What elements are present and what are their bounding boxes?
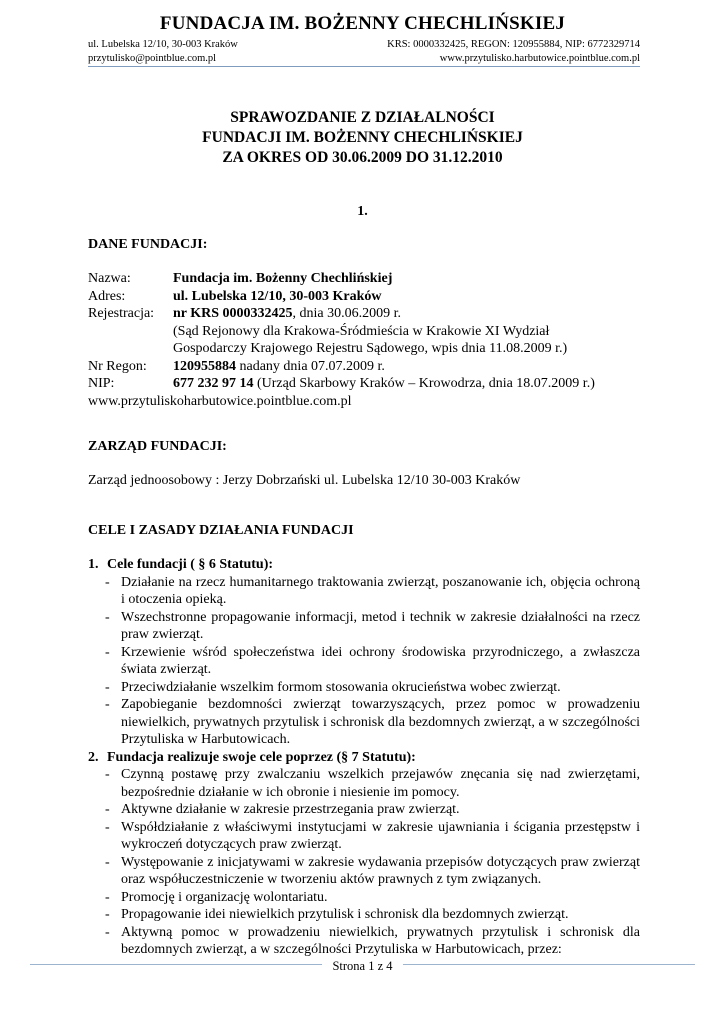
goals-list-2 bbox=[88, 766, 640, 959]
goal-item bbox=[101, 889, 640, 907]
heading-line-1: SPRAWOZDANIE Z DZIAŁALNOŚCI bbox=[230, 109, 495, 126]
goals-heading-1 bbox=[88, 556, 640, 574]
goal-text: Aktywne działanie w zakresie przestrzegania praw zwierząt. bbox=[121, 802, 460, 817]
goal-item bbox=[101, 766, 640, 801]
dane-row-rejestracja-3 bbox=[88, 340, 640, 358]
zarzad-text: Zarząd jednoosobowy : Jerzy Dobrzański ul. Lubelska 12/10 30-003 Kraków bbox=[88, 473, 521, 488]
page-number: Strona 1 z 4 bbox=[322, 959, 402, 973]
goals-list-1 bbox=[88, 574, 640, 749]
regon-date: nadany dnia 07.07.2009 r. bbox=[236, 358, 385, 374]
dash-bullet: - bbox=[105, 889, 110, 905]
goals-heading-2 bbox=[88, 749, 640, 767]
goal-text: Czynną postawę przy zwalczaniu wszelkich przejawów znęcania się nad zwierzętami, bezpośrednie działanie w ich obronie i niesienie im pomocy. bbox=[121, 767, 640, 800]
goal-text: Zapobieganie bezdomności zwierząt towarzyszących, przez pomoc w prowadzeniu niewielkich, prywatnych przytulisk i schronisk dla bezdomnych zwierząt, a w szczególności Przytuliska w Harbutowicach. bbox=[121, 697, 640, 747]
goal-text: Krzewienie wśród społeczeństwa idei ochrony środowiska przyrodniczego, a zwłaszcza świata zwierząt. bbox=[121, 644, 640, 677]
goal-item bbox=[101, 854, 640, 889]
dane-row-nip bbox=[88, 375, 640, 393]
letterhead-registry: KRS: 0000332425, REGON: 120955884, NIP: 6772329714 bbox=[387, 39, 640, 50]
krs-number: nr KRS 0000332425 bbox=[173, 306, 293, 321]
cele-section-title: CELE I ZASADY DZIAŁANIA FUNDACJI bbox=[88, 523, 354, 538]
goal-item bbox=[101, 574, 640, 609]
dane-row-rejestracja bbox=[88, 305, 640, 323]
report-heading bbox=[0, 108, 725, 168]
court-info-line-1: (Sąd Rejonowy dla Krakowa-Śródmieścia w Krakowie XI Wydział bbox=[173, 323, 550, 339]
goal-item bbox=[101, 819, 640, 854]
goal-item bbox=[101, 924, 640, 959]
dash-bullet: - bbox=[105, 609, 110, 625]
dash-bullet: - bbox=[105, 924, 110, 940]
goal-text: Działanie na rzecz humanitarnego traktowania zwierząt, poszanowanie ich, objęcia ochroną i otoczenia opieką. bbox=[121, 574, 640, 607]
dane-value: Fundacja im. Bożenny Chechlińskiej bbox=[173, 271, 393, 286]
heading-line-2: FUNDACJI IM. BOŻENNY CHECHLIŃSKIEJ bbox=[202, 129, 523, 146]
goal-text: Promocję i organizację wolontariatu. bbox=[121, 889, 328, 905]
goal-text: Występowanie z inicjatywami w zakresie wydawania przepisów dotyczących praw zwierząt oraz współuczestniczenie w tworzeniu aktów prawnych z tym związanych. bbox=[121, 854, 640, 887]
dane-value: ul. Lubelska 12/10, 30-003 Kraków bbox=[173, 288, 382, 304]
section-number: 1. bbox=[357, 204, 368, 219]
goals-block bbox=[88, 556, 640, 959]
goals-number: 1. bbox=[88, 557, 99, 572]
zarzad-section-title: ZARZĄD FUNDACJI: bbox=[88, 439, 227, 454]
goal-text: Przeciwdziałanie wszelkim formom stosowania okrucieństwa wobec zwierząt. bbox=[121, 679, 561, 695]
goal-item bbox=[101, 609, 640, 644]
dane-label: Adres: bbox=[88, 288, 126, 304]
regon-number: 120955884 bbox=[173, 358, 236, 374]
letterhead-address: ul. Lubelska 12/10, 30-003 Kraków bbox=[88, 39, 238, 50]
heading-line-3: ZA OKRES OD 30.06.2009 DO 31.12.2010 bbox=[222, 149, 503, 166]
nip-number: 677 232 97 14 bbox=[173, 376, 254, 391]
dane-label: Rejestracja: bbox=[88, 306, 155, 321]
footer bbox=[0, 957, 725, 975]
goal-item bbox=[101, 696, 640, 749]
dane-row-regon bbox=[88, 358, 640, 376]
dane-label: NIP: bbox=[88, 376, 115, 391]
dash-bullet: - bbox=[105, 819, 110, 835]
goals-number: 2. bbox=[88, 749, 99, 765]
goal-text: Propagowanie idei niewielkich przytulisk i schronisk dla bezdomnych zwierząt. bbox=[121, 907, 569, 922]
dane-label: Nazwa: bbox=[88, 271, 131, 286]
letterhead-email: przytulisko@pointblue.com.pl bbox=[88, 53, 217, 64]
dane-website: www.przytuliskoharbutowice.pointblue.com.pl bbox=[88, 393, 352, 409]
goal-text: Aktywną pomoc w prowadzeniu niewielkich, prywatnych przytulisk i schronisk dla bezdomnych zwierząt, a w szczególności Przytuliska w Harbutowicach, przez: bbox=[121, 924, 640, 957]
goal-text: Wszechstronne propagowanie informacji, metod i technik w zakresie działalności na rzecz praw zwierząt. bbox=[121, 609, 640, 642]
dane-value bbox=[173, 358, 640, 376]
court-info-line-2: Gospodarczy Krajowego Rejestru Sądowego, wpis dnia 11.08.2009 r.) bbox=[173, 341, 568, 356]
dash-bullet: - bbox=[105, 802, 110, 817]
krs-date: , dnia 30.06.2009 r. bbox=[292, 306, 402, 321]
goal-item bbox=[101, 644, 640, 679]
goals-title: Cele fundacji ( § 6 Statutu): bbox=[107, 557, 274, 572]
dash-bullet: - bbox=[105, 854, 110, 870]
dash-bullet: - bbox=[105, 907, 110, 922]
letterhead-website: www.przytulisko.harbutowice.pointblue.com.pl bbox=[439, 53, 640, 64]
goal-item bbox=[101, 801, 640, 819]
dash-bullet: - bbox=[105, 644, 110, 660]
dash-bullet: - bbox=[105, 679, 110, 695]
letterhead-divider bbox=[88, 66, 640, 67]
dash-bullet: - bbox=[105, 574, 110, 590]
dash-bullet: - bbox=[105, 767, 110, 782]
dash-bullet: - bbox=[105, 697, 110, 712]
goal-text: Współdziałanie z właściwymi instytucjami w zakresie ujawniania i ścigania przestępstw i wykroczeń dotyczących praw zwierząt. bbox=[121, 819, 640, 852]
goals-title: Fundacja realizuje swoje cele poprzez (§ 7 Statutu): bbox=[107, 749, 416, 765]
dane-section-title: DANE FUNDACJI: bbox=[88, 237, 208, 252]
dane-row-rejestracja-2 bbox=[88, 323, 640, 341]
dane-row-nazwa bbox=[88, 270, 640, 288]
dane-block bbox=[88, 270, 640, 410]
dane-value bbox=[173, 305, 640, 323]
nip-office: (Urząd Skarbowy Kraków – Krowodrza, dnia 18.07.2009 r.) bbox=[253, 376, 595, 391]
dane-value bbox=[173, 375, 640, 393]
letterhead-title: FUNDACJA IM. BOŻENNY CHECHLIŃSKIEJ bbox=[159, 13, 566, 34]
dane-row-adres bbox=[88, 288, 640, 306]
dane-label: Nr Regon: bbox=[88, 358, 147, 374]
goal-item bbox=[101, 679, 640, 697]
goal-item bbox=[101, 906, 640, 924]
